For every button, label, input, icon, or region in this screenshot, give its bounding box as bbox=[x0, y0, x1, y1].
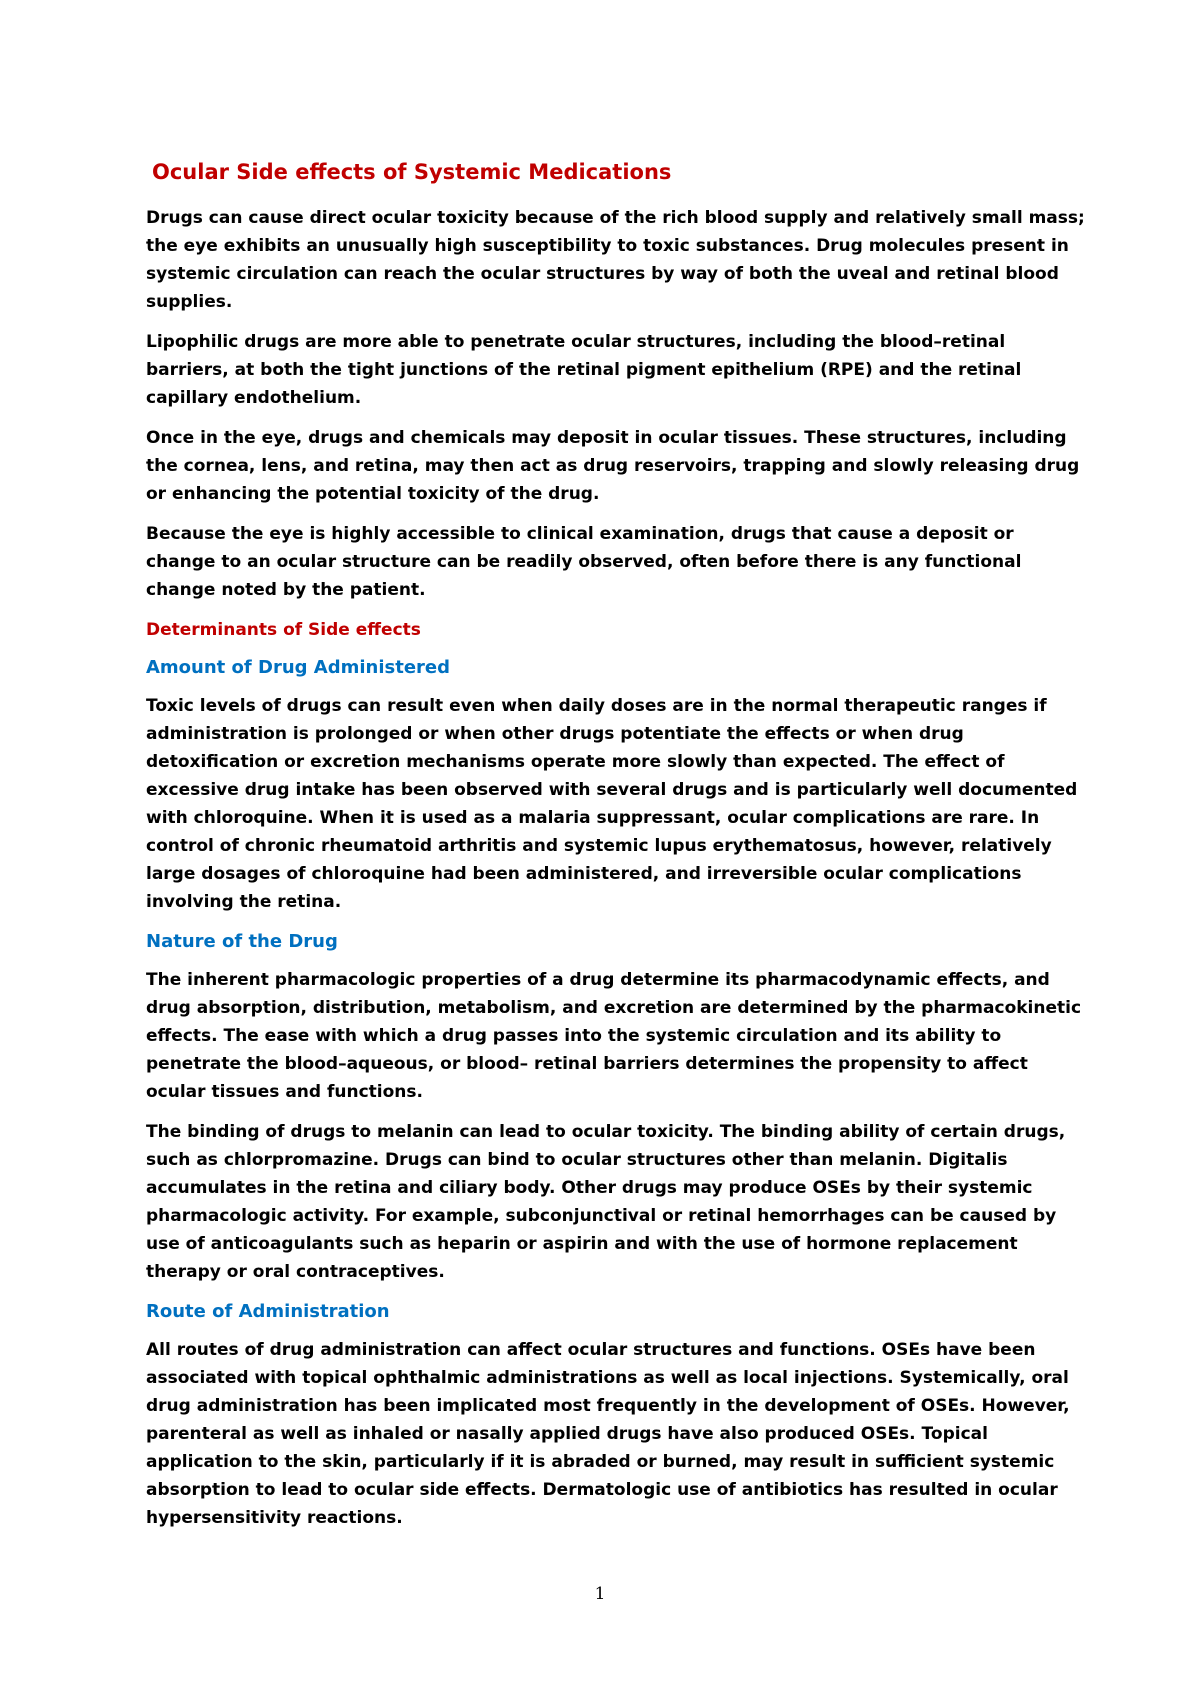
intro-paragraph: Once in the eye, drugs and chemicals may deposit in ocular tissues. These structures, including the cornea, lens, and retina, may then act as drug reservoirs, trapping and slowly releasing drug or enhancing the potential toxicity of the drug. bbox=[146, 428, 1080, 504]
section-heading-determinants: Determinants of Side effects bbox=[146, 620, 421, 640]
intro-paragraph: Lipophilic drugs are more able to penetrate ocular structures, including the blood–retinal barriers, at both the tight junctions of the retinal pigment epithelium (RPE) and the retinal capillary endothelium. bbox=[146, 332, 1022, 408]
document-title: Ocular Side effects of Systemic Medications bbox=[152, 160, 672, 184]
subsection-heading-route: Route of Administration bbox=[146, 1301, 390, 1322]
intro-paragraph: Because the eye is highly accessible to clinical examination, drugs that cause a deposit or change to an ocular structure can be readily observed, often before there is any functional change noted by the patient. bbox=[146, 524, 1022, 600]
subsection-paragraph: The binding of drugs to melanin can lead to ocular toxicity. The binding ability of certain drugs, such as chlorpromazine. Drugs can bind to ocular structures other than melanin. Digitalis accumulates in the retina and ciliary body. Other drugs may produce OSEs by their systemic pharmacologic activity. For example, subconjunctival or retinal hemorrhages can be caused by use of anticoagulants such as heparin or aspirin and with the use of hormone replacement therapy or oral contraceptives. bbox=[146, 1122, 1066, 1282]
page-content bbox=[146, 150, 1086, 1544]
subsection-heading-amount: Amount of Drug Administered bbox=[146, 657, 451, 678]
subsection-heading-nature: Nature of the Drug bbox=[146, 931, 338, 952]
subsection-paragraph: The inherent pharmacologic properties of a drug determine its pharmacodynamic effects, and drug absorption, distribution, metabolism, and excretion are determined by the pharmacokinetic effects. The ease with which a drug passes into the systemic circulation and its ability to penetrate the blood–aqueous, or blood– retinal barriers determines the propensity to affect ocular tissues and functions. bbox=[146, 970, 1082, 1102]
subsection-paragraph: Toxic levels of drugs can result even when daily doses are in the normal therapeutic ranges if administration is prolonged or when other drugs potentiate the effects or when drug detoxification or excretion mechanisms operate more slowly than expected. The effect of excessive drug intake has been observed with several drugs and is particularly well documented with chloroquine. When it is used as a malaria suppressant, ocular complications are rare. In control of chronic rheumatoid arthritis and systemic lupus erythematosus, however, relatively large dosages of chloroquine had been administered, and irreversible ocular complications involving the retina. bbox=[146, 696, 1078, 912]
intro-paragraph: Drugs can cause direct ocular toxicity because of the rich blood supply and relatively small mass; the eye exhibits an unusually high susceptibility to toxic substances. Drug molecules present in systemic circulation can reach the ocular structures by way of both the uveal and retinal blood supplies. bbox=[146, 208, 1085, 312]
subsection-paragraph: All routes of drug administration can affect ocular structures and functions. OSEs have been associated with topical ophthalmic administrations as well as local injections. Systemically, oral drug administration has been implicated most frequently in the development of OSEs. However, parenteral as well as inhaled or nasally applied drugs have also produced OSEs. Topical application to the skin, particularly if it is abraded or burned, may result in sufficient systemic absorption to lead to ocular side effects. Dermatologic use of antibiotics has resulted in ocular hypersensitivity reactions. bbox=[146, 1340, 1070, 1528]
page-number: 1 bbox=[594, 1584, 606, 1604]
